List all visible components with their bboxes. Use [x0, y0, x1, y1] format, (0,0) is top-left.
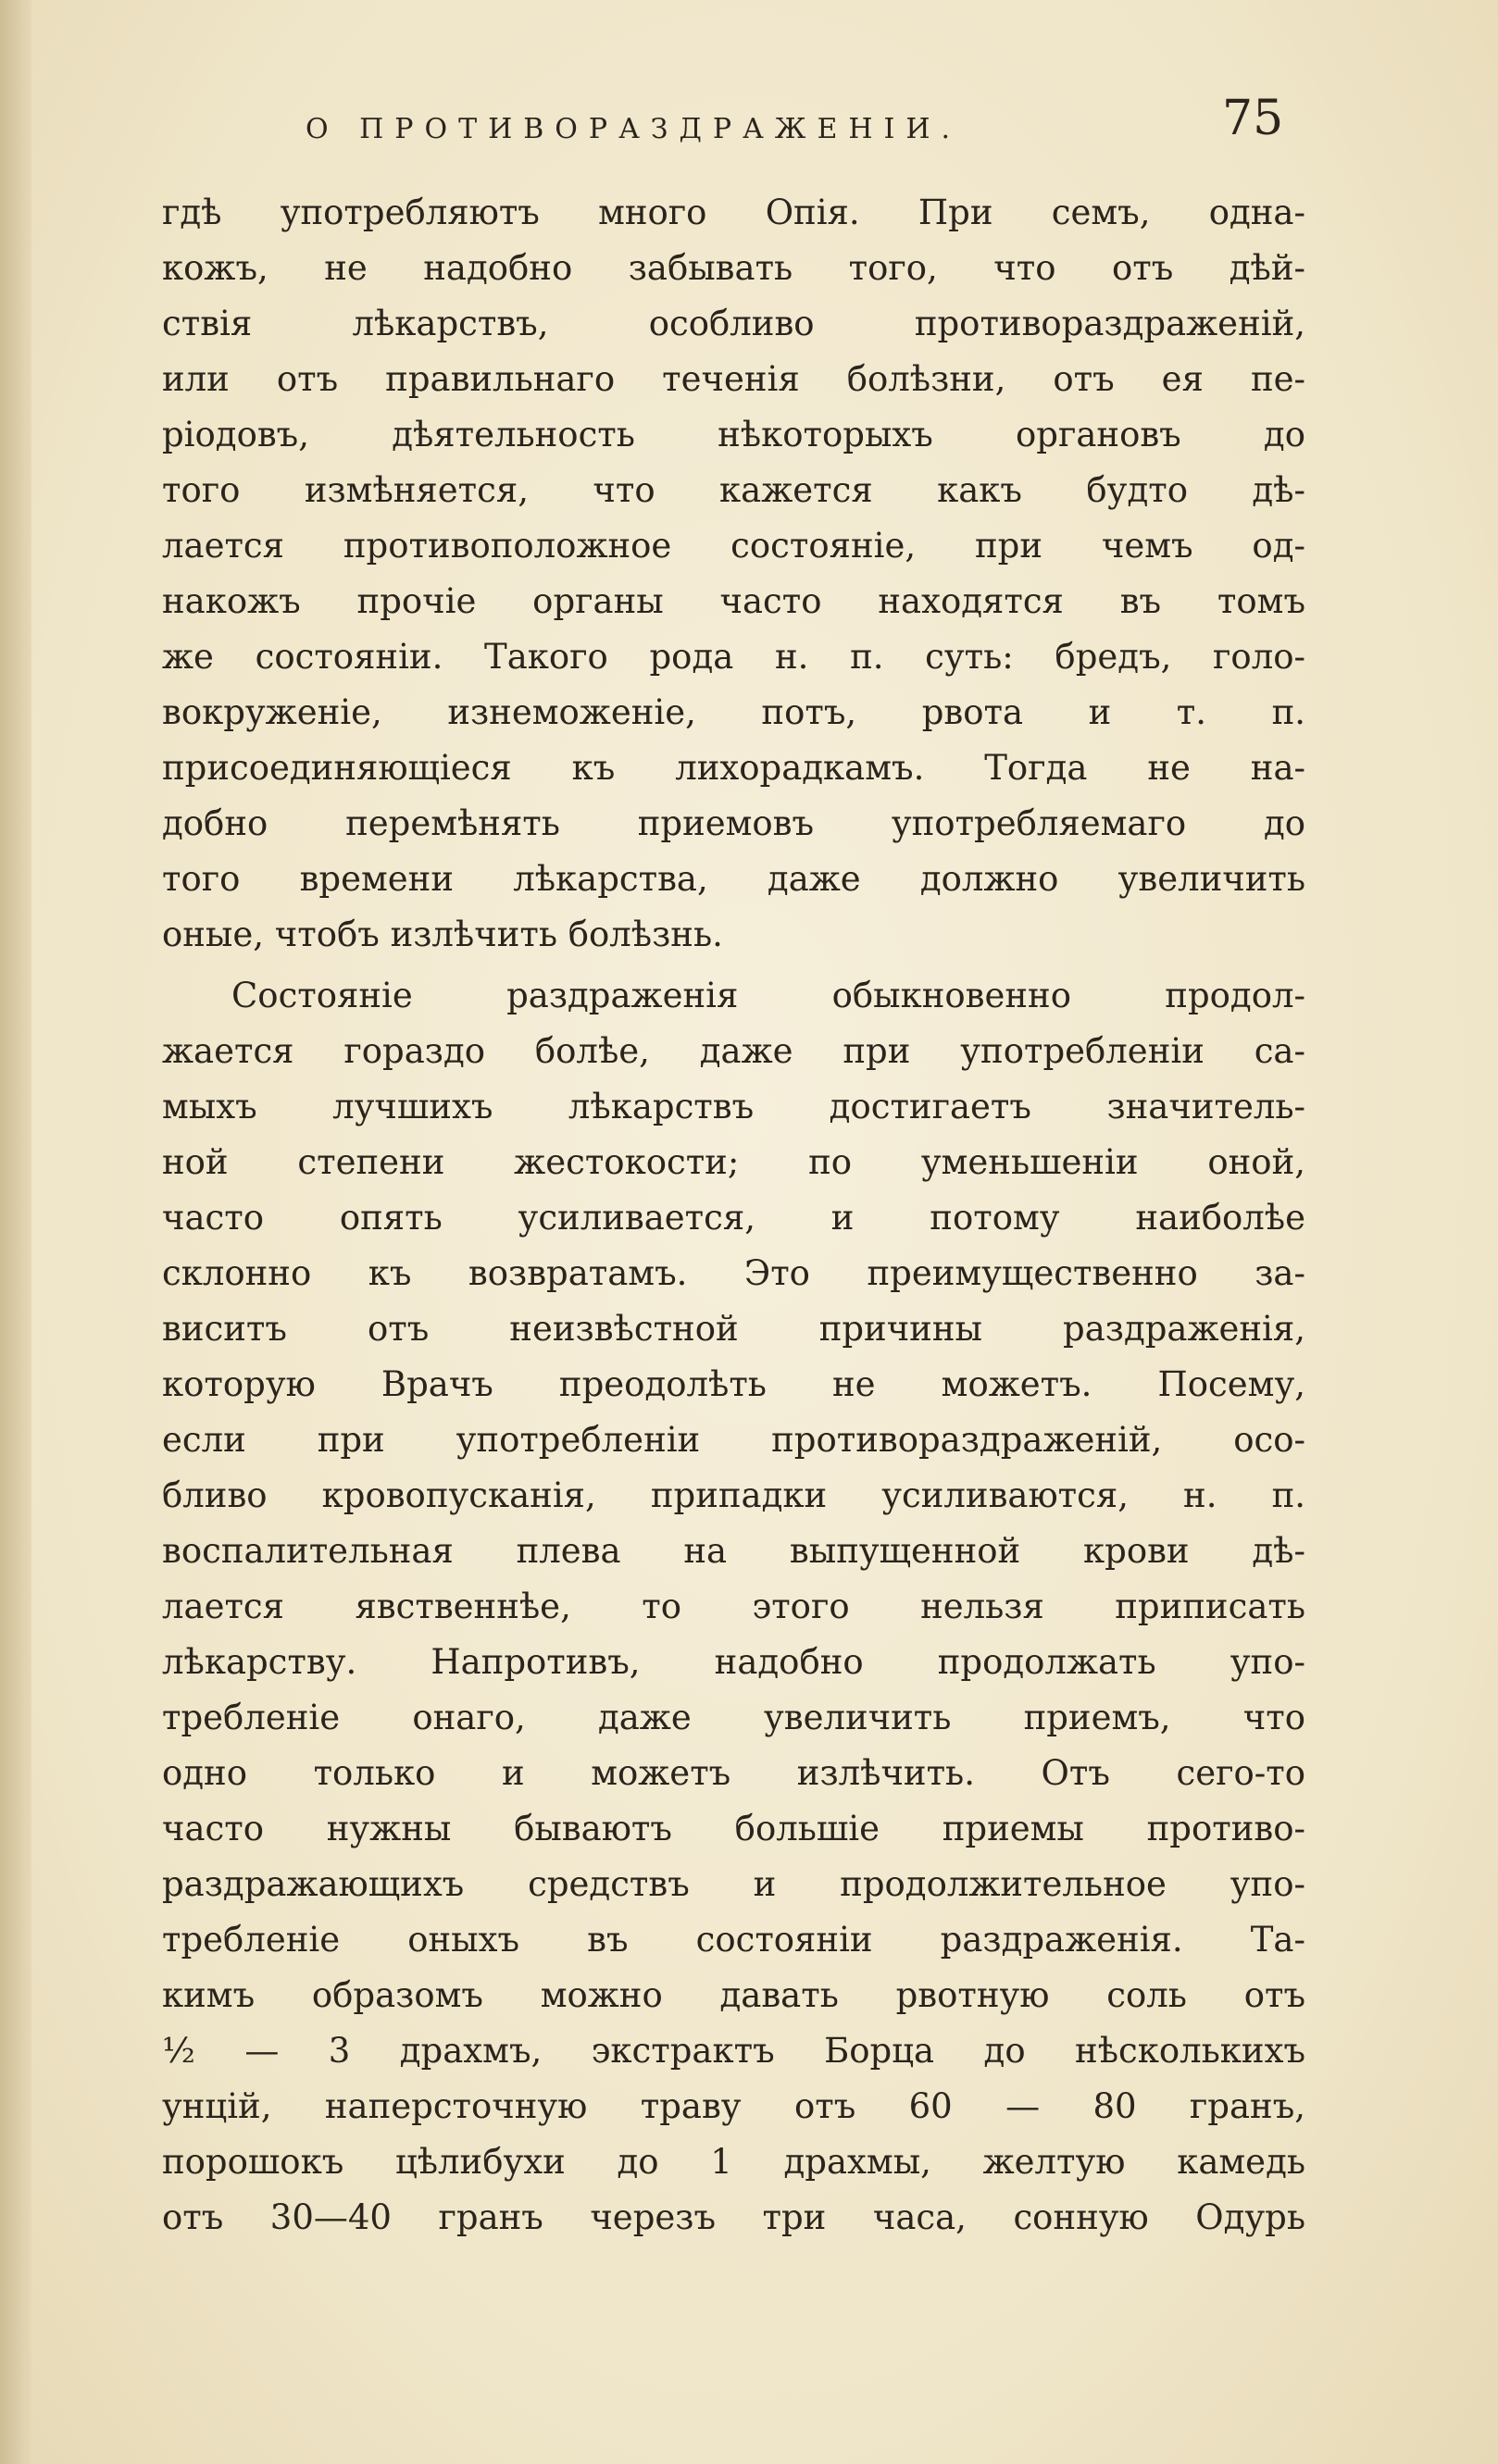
text-line: раздражающихъ средствъ и продолжительное упо-	[162, 1864, 1305, 1904]
text-line: виситъ отъ неизвѣстной причины раздраженія,	[162, 1309, 1305, 1349]
text-line: требленіе оныхъ въ состояніи раздраженія. Та-	[162, 1920, 1305, 1960]
text-line: бливо кровопусканія, припадки усиливаются, н. п.	[162, 1475, 1305, 1515]
text-line: того измѣняется, что кажется какъ будто дѣ-	[162, 470, 1305, 510]
text-line: ріодовъ, дѣятельность нѣкоторыхъ органовъ до	[162, 415, 1305, 454]
text-line: гдѣ употребляютъ много Опія. При семъ, однa-	[162, 193, 1305, 232]
text-line: часто опять усиливается, и потому наиболѣе	[162, 1198, 1305, 1238]
text-line: мыхъ лучшихъ лѣкарствъ достигаетъ значитель-	[162, 1087, 1305, 1126]
text-line: кимъ образомъ можно давать рвотную соль отъ	[162, 1975, 1305, 2015]
text-line: лается явственнѣе, то этого нельзя приписать	[162, 1587, 1305, 1626]
text-line: лается противоположное состояніе, при чемъ од-	[162, 526, 1305, 566]
text-line: ½ — 3 драхмъ, экстрактъ Борца до нѣсколькихъ	[162, 2031, 1305, 2071]
body-text	[162, 185, 1305, 2246]
text-line: воспалительная плева на выпущенной крови дѣ-	[162, 1531, 1305, 1571]
text-line: накожъ прочіе органы часто находятся въ томъ	[162, 581, 1305, 621]
text-line: требленіе онаго, даже увеличить приемъ, что	[162, 1698, 1305, 1737]
paragraph-1	[162, 185, 1305, 963]
text-line: одно только и можетъ излѣчить. Отъ сего-то	[162, 1753, 1305, 1793]
text-line: унцій, наперсточную траву отъ 60 — 80 гранъ,	[162, 2086, 1305, 2126]
text-line: которую Врачъ преодолѣть не можетъ. Посему,	[162, 1364, 1305, 1404]
text-line: того времени лѣкарства, даже должно увеличить	[162, 859, 1305, 899]
text-line: порошокъ цѣлибухи до 1 драхмы, желтую камедь	[162, 2142, 1305, 2182]
text-line: часто нужны бываютъ большіе приемы противо-	[162, 1809, 1305, 1848]
page-number: 75	[1222, 91, 1284, 146]
running-title: О ПРОТИВОРАЗДРАЖЕНІИ.	[306, 113, 962, 145]
text-line: кожъ, не надобно забывать того, что отъ дѣй-	[162, 248, 1305, 288]
text-line: лѣкарству. Напротивъ, надобно продолжать упо-	[162, 1642, 1305, 1682]
text-line: или отъ правильнаго теченія болѣзни, отъ ея пе-	[162, 359, 1305, 399]
text-line: ствія лѣкарствъ, особливо противораздраженій,	[162, 304, 1305, 343]
text-line: склонно къ возвратамъ. Это преимущественно за-	[162, 1253, 1305, 1293]
paragraph-2	[162, 968, 1305, 2246]
text-line: оные, чтобъ излѣчить болѣзнь.	[162, 915, 723, 954]
text-line: ной степени жестокости; по уменьшеніи оной,	[162, 1142, 1305, 1182]
text-line: отъ 30—40 гранъ черезъ три часа, сонную Одурь	[162, 2197, 1305, 2237]
text-line: Состояніе раздраженія обыкновенно продол-	[231, 976, 1305, 1015]
text-line: если при употребленіи противораздраженій, осо-	[162, 1420, 1305, 1460]
text-line: же состояніи. Такого рода н. п. суть: бредъ, голо-	[162, 637, 1305, 677]
page-gutter-shadow	[0, 0, 31, 2464]
text-line: жается гораздо болѣе, даже при употребленіи са-	[162, 1031, 1305, 1071]
text-line: добно перемѣнять приемовъ употребляемаго до	[162, 803, 1305, 843]
text-line: присоединяющіеся къ лихорадкамъ. Тогда не на-	[162, 748, 1305, 788]
text-line: вокруженіе, изнеможеніе, потъ, рвота и т. п.	[162, 692, 1305, 732]
